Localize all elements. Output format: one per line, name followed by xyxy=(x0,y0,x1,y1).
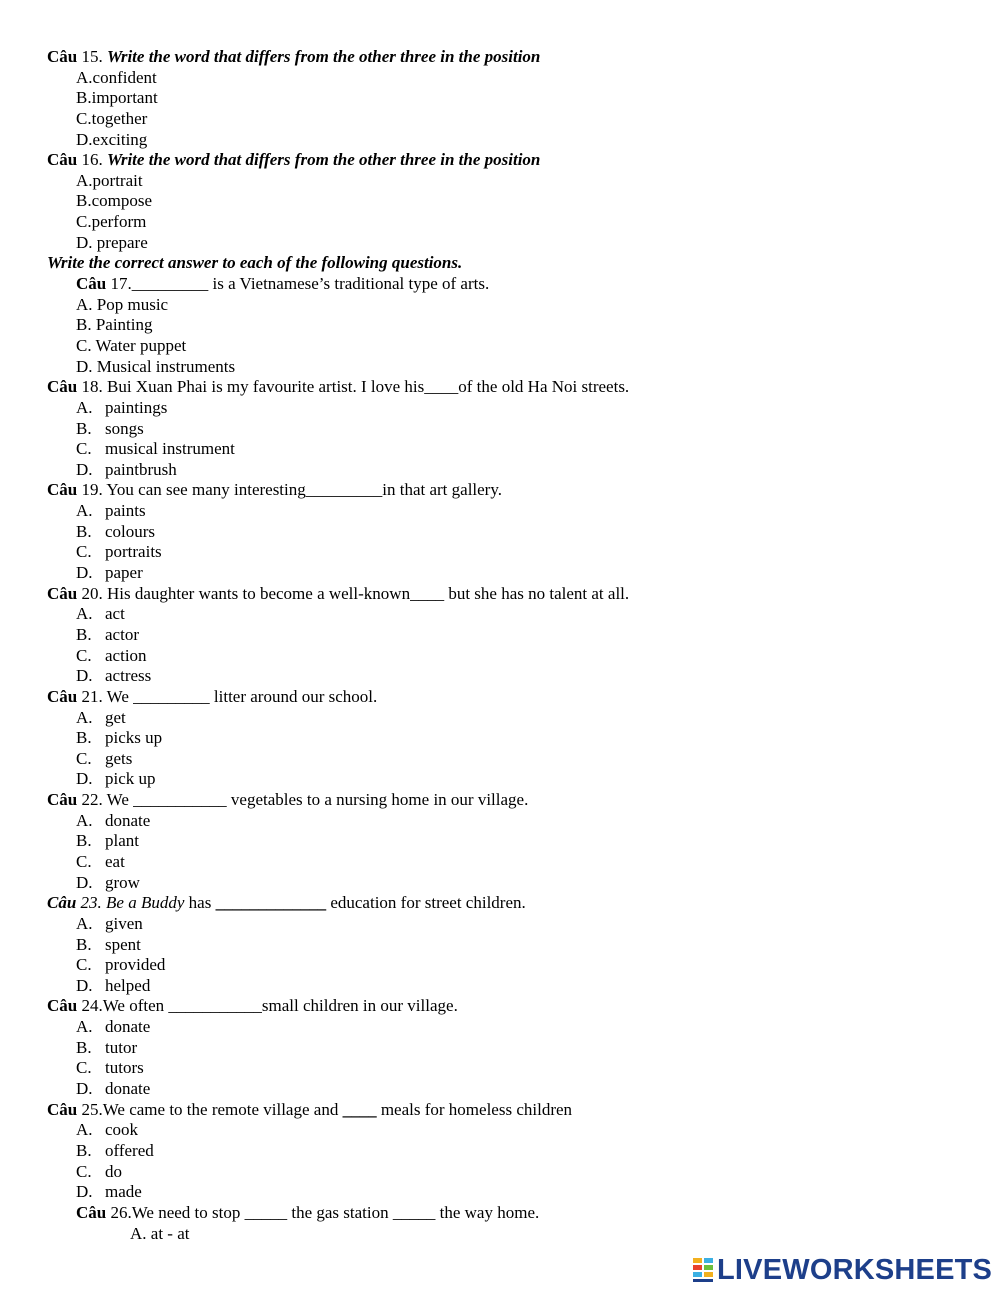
option-a[interactable]: A. get xyxy=(76,707,126,727)
option-b[interactable]: B. spent xyxy=(76,934,141,954)
question-20: Câu 20. His daughter wants to become a well-known____ but she has no talent at all. xyxy=(47,583,630,603)
liveworksheets-logo-text: LIVEWORKSHEETS xyxy=(717,1253,993,1286)
option-a[interactable]: A.confident xyxy=(76,67,157,87)
option-c[interactable]: C. action xyxy=(76,645,147,665)
question-24: Câu 24.We often ___________small children in our village. xyxy=(47,996,458,1016)
answer-blank[interactable]: ____ xyxy=(342,1099,377,1119)
question-26: Câu 26.We need to stop _____ the gas station _____ the way home. xyxy=(76,1202,540,1222)
option-b[interactable]: B. picks up xyxy=(76,728,163,748)
option-d[interactable]: D. grow xyxy=(76,872,140,892)
option-a[interactable]: A. cook xyxy=(76,1120,139,1140)
question-number-label: Câu xyxy=(47,150,78,170)
option-b[interactable]: B. plant xyxy=(76,831,139,851)
option-d[interactable]: D. donate xyxy=(76,1079,151,1099)
option-d[interactable]: D. Musical instruments xyxy=(76,356,236,376)
option-c[interactable]: C. do xyxy=(76,1161,122,1181)
option-b[interactable]: B. offered xyxy=(76,1140,154,1160)
question-25: Câu 25.We came to the remote village and ____ meals for homeless children xyxy=(47,1099,573,1119)
question-15: Câu 15. Write the word that differs from the other three in the position xyxy=(47,47,541,66)
option-b[interactable]: B. colours xyxy=(76,521,156,541)
option-d[interactable]: D. helped xyxy=(76,975,151,995)
question-19: Câu 19. You can see many interesting_________in that art gallery. xyxy=(47,480,502,500)
option-d[interactable]: D. made xyxy=(76,1182,142,1202)
option-c[interactable]: C.together xyxy=(76,108,148,128)
liveworksheets-logo-icon xyxy=(693,1257,715,1283)
option-d[interactable]: D. pick up xyxy=(76,769,156,789)
question-17: Câu 17._________ is a Vietnamese’s traditional type of arts. xyxy=(76,274,490,294)
option-a[interactable]: A. paintings xyxy=(76,397,168,417)
option-a[interactable]: A. act xyxy=(76,604,125,624)
option-c[interactable]: C. tutors xyxy=(76,1058,144,1078)
option-c[interactable]: C. musical instrument xyxy=(76,439,235,459)
option-a[interactable]: A.portrait xyxy=(76,170,143,190)
option-b[interactable]: B. songs xyxy=(76,418,144,438)
option-c[interactable]: C. portraits xyxy=(76,542,162,562)
option-b[interactable]: B.compose xyxy=(76,191,153,211)
option-a[interactable]: A. given xyxy=(76,913,143,933)
option-c[interactable]: C. provided xyxy=(76,955,166,975)
option-b[interactable]: B. tutor xyxy=(76,1037,138,1057)
question-number-label: Câu xyxy=(47,47,78,66)
question-22: Câu 22. We ___________ vegetables to a nursing home in our village. xyxy=(47,790,529,810)
question-16: Câu 16. Write the word that differs from the other three in the position xyxy=(47,150,541,170)
option-a[interactable]: A. donate xyxy=(76,1017,151,1037)
question-23: Câu 23. Be a Buddy has _____________ education for street children. xyxy=(47,893,526,913)
question-18: Câu 18. Bui Xuan Phai is my favourite artist. I love his____of the old Ha Noi streets. xyxy=(47,377,630,397)
option-b[interactable]: B. actor xyxy=(76,624,139,644)
answer-blank[interactable]: _____________ xyxy=(215,893,327,913)
option-c[interactable]: C.perform xyxy=(76,212,147,232)
option-c[interactable]: C. Water puppet xyxy=(76,335,187,355)
option-d[interactable]: D.exciting xyxy=(76,129,148,149)
question-prompt: Write the word that differs from the other three in the position xyxy=(106,150,541,170)
option-c[interactable]: C. eat xyxy=(76,851,125,871)
option-d[interactable]: D. paintbrush xyxy=(76,459,177,479)
worksheet-document xyxy=(47,47,977,1244)
option-a[interactable]: A. at - at xyxy=(130,1223,190,1243)
option-d[interactable]: D. paper xyxy=(76,563,143,583)
liveworksheets-logo xyxy=(693,1255,992,1285)
option-a[interactable]: A. donate xyxy=(76,810,151,830)
question-prompt: Write the word that differs from the other three in the position xyxy=(106,47,541,66)
section-instruction: Write the correct answer to each of the following questions. xyxy=(47,253,463,273)
option-c[interactable]: C. gets xyxy=(76,748,133,768)
option-d[interactable]: D. prepare xyxy=(76,232,148,252)
option-a[interactable]: A. Pop music xyxy=(76,294,169,314)
option-b[interactable]: B. Painting xyxy=(76,315,153,335)
option-d[interactable]: D. actress xyxy=(76,666,152,686)
option-a[interactable]: A. paints xyxy=(76,501,146,521)
question-21: Câu 21. We _________ litter around our school. xyxy=(47,686,378,706)
option-b[interactable]: B.important xyxy=(76,88,158,108)
